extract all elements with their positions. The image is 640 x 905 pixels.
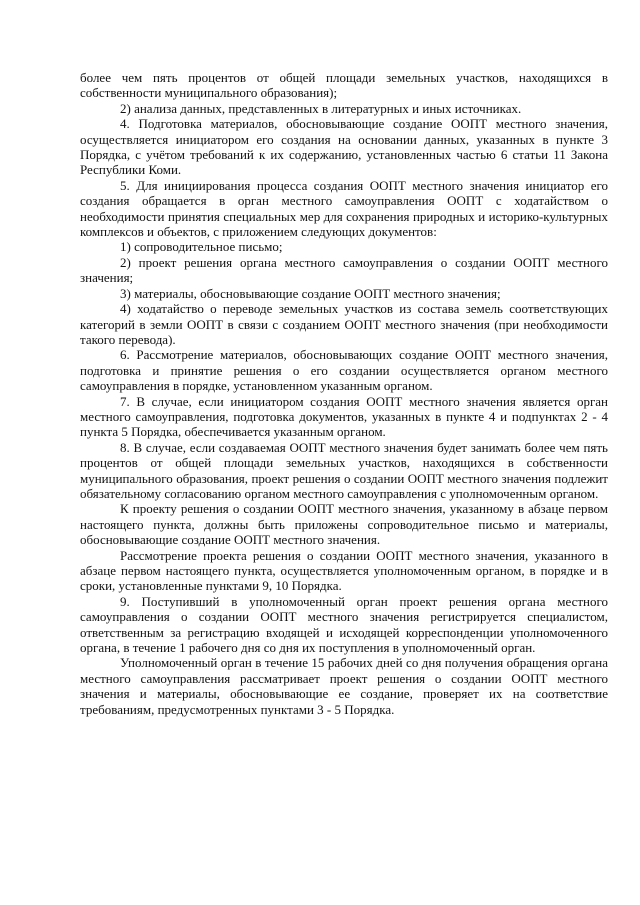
paragraph-point-7: 7. В случае, если инициатором создания ООПТ местного значения является орган местного самоуправления, подготовка документов, указанных в пункте 4 и подпунктах 2 - 4 пункта 5 Порядка, обеспечивается указанным органом. (80, 393, 608, 440)
list-item-3: 3) материалы, обосновывающие создание ООПТ местного значения; (120, 285, 501, 301)
paragraph-point-8-attachments: К проекту решения о создании ООПТ местного значения, указанному в абзаце первом настоящего пункта, должны быть приложены сопроводительное письмо и материалы, обосновывающие создание ООПТ местного значения. (80, 501, 608, 548)
document-page (80, 70, 608, 717)
list-item-4: 4) ходатайство о переводе земельных участков из состава земель соответствующих категорий в земли ООПТ в связи с созданием ООПТ местного значения (при необходимости такого перевода). (80, 301, 608, 347)
paragraph-continuation: более чем пять процентов от общей площади земельных участков, находящихся в собственности муниципального образования); (80, 70, 608, 101)
list-item-1: 1) сопроводительное письмо; (120, 239, 283, 255)
list-item-2: 2) проект решения органа местного самоуправления о создании ООПТ местного значения; (80, 254, 608, 286)
paragraph-point-4: 4. Подготовка материалов, обосновывающие создание ООПТ местного значения, осуществляется инициатором его создания на основании данных, указанных в пункте 3 Порядка, с учётом требований к их содержанию, установленных частью 6 статьи 11 Закона Республики Коми. (80, 116, 608, 178)
paragraph-subitem-2: 2) анализа данных, представленных в литературных и иных источниках. (120, 100, 522, 116)
paragraph-point-6: 6. Рассмотрение материалов, обосновывающих создание ООПТ местного значения, подготовка и принятие решения о его создании осуществляется органом местного самоуправления в порядке, установленном указанным органом. (80, 347, 608, 394)
paragraph-point-8-review: Рассмотрение проекта решения о создании ООПТ местного значения, указанного в абзаце первом настоящего пункта, осуществляется уполномоченным органом, в порядке и в сроки, установленные пунктами 9, 10 Порядка. (80, 547, 608, 594)
paragraph-point-8: 8. В случае, если создаваемая ООПТ местного значения будет занимать более чем пять процентов от общей площади земельных участков, находящихся в собственности муниципального образования, проект решения о создании ООПТ местного значения подлежит обязательному согласованию органом местного самоуправления с уполномоченным органом. (80, 439, 608, 501)
paragraph-point-9: 9. Поступивший в уполномоченный орган проект решения органа местного самоуправления о создании ООПТ местного значения регистрируется специалистом, ответственным за регистрацию входящей и исходящей корреспонденции уполномоченного органа, в течение 1 рабочего дня со дня их поступления в уполномоченный орган. (80, 593, 608, 656)
paragraph-point-9-review: Уполномоченный орган в течение 15 рабочих дней со дня получения обращения органа местного самоуправления рассматривает проект решения о создании ООПТ местного значения и материалы, обосновывающие ее создание, проверяет их на соответствие требованиям, предусмотренных пунктами 3 - 5 Порядка. (80, 655, 608, 717)
paragraph-point-5: 5. Для инициирования процесса создания ООПТ местного значения инициатор его создания обращается в орган местного самоуправления ООПТ с ходатайством о необходимости принятия специальных мер для сохранения природных и историко-культурных комплексов и объектов, с приложением следующих документов: (80, 177, 608, 240)
